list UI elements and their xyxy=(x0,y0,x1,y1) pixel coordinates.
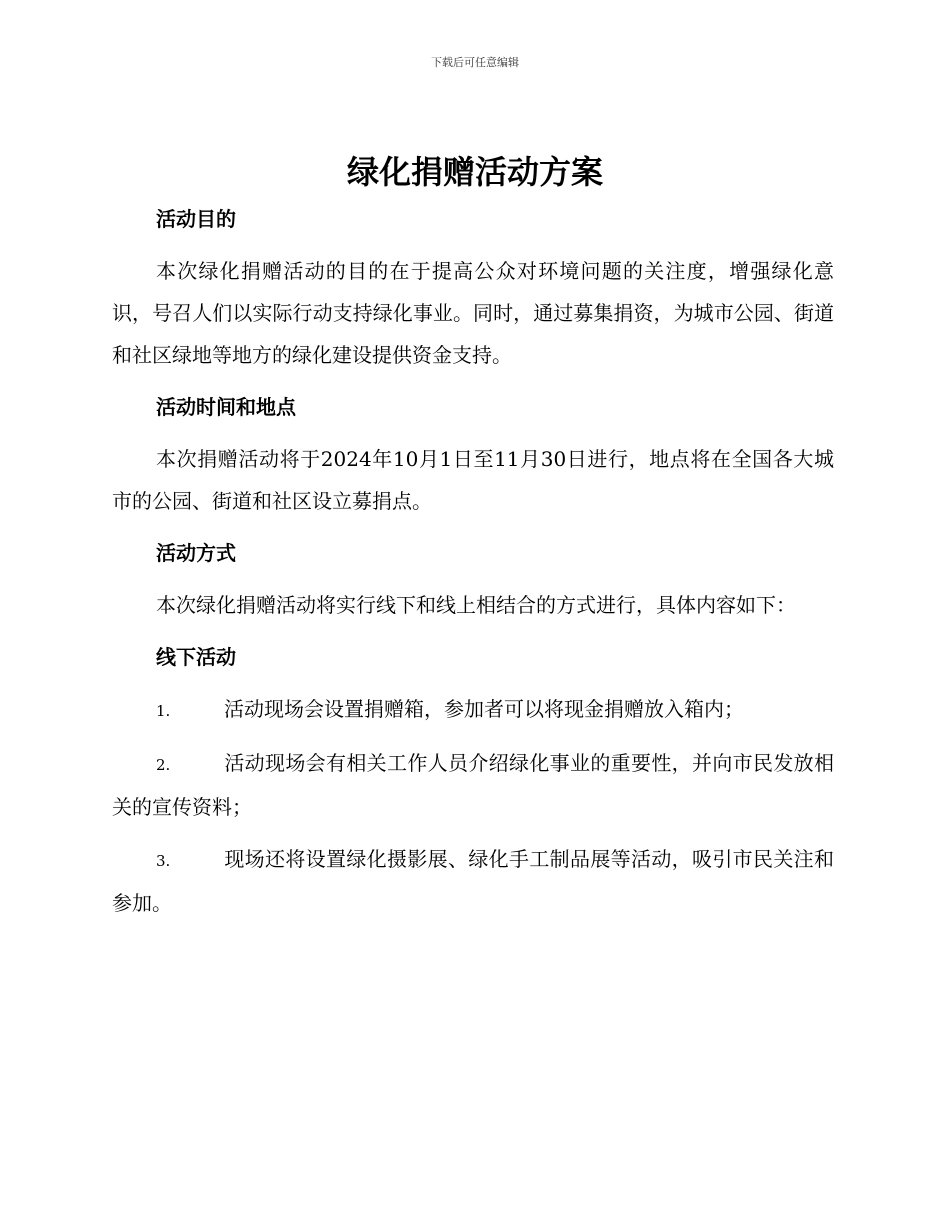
list-item xyxy=(112,688,834,732)
section-paragraph-time-place: 本次捐赠活动将于2024年10月1日至11月30日进行，地点将在全国各大城市的公园、街道和社区设立募捐点。 xyxy=(112,447,834,513)
section-heading-method: 活动方式 xyxy=(156,541,236,565)
section-heading-purpose: 活动目的 xyxy=(156,207,236,231)
document-body xyxy=(112,198,834,924)
section-paragraph-method: 本次绿化捐赠活动将实行线下和线上相结合的方式进行，具体内容如下： xyxy=(156,593,796,617)
list-item xyxy=(112,838,834,924)
list-item xyxy=(112,742,834,828)
list-item-number: 1. xyxy=(156,702,171,720)
list-item-text: 活动现场会设置捐赠箱，参加者可以将现金捐赠放入箱内； xyxy=(224,697,744,721)
list-item-text: 现场还将设置绿化摄影展、绿化手工制品展等活动，吸引市民关注和参加。 xyxy=(112,847,834,915)
document-title: 绿化捐赠活动方案 xyxy=(346,153,603,191)
section-paragraph-purpose: 本次绿化捐赠活动的目的在于提高公众对环境问题的关注度，增强绿化意识，号召人们以实际行动支持绿化事业。同时，通过募集捐资，为城市公园、街道和社区绿地等地方的绿化建设提供资金支持。 xyxy=(112,259,834,367)
list-item-text: 活动现场会有相关工作人员介绍绿化事业的重要性，并向市民发放相关的宣传资料； xyxy=(112,751,834,819)
list-item-number: 2. xyxy=(156,756,171,774)
section-heading-offline: 线下活动 xyxy=(156,645,236,669)
section-heading-time-place: 活动时间和地点 xyxy=(156,395,296,419)
page-header: 下载后可任意编辑 xyxy=(431,56,519,69)
list-item-number: 3. xyxy=(156,852,171,870)
